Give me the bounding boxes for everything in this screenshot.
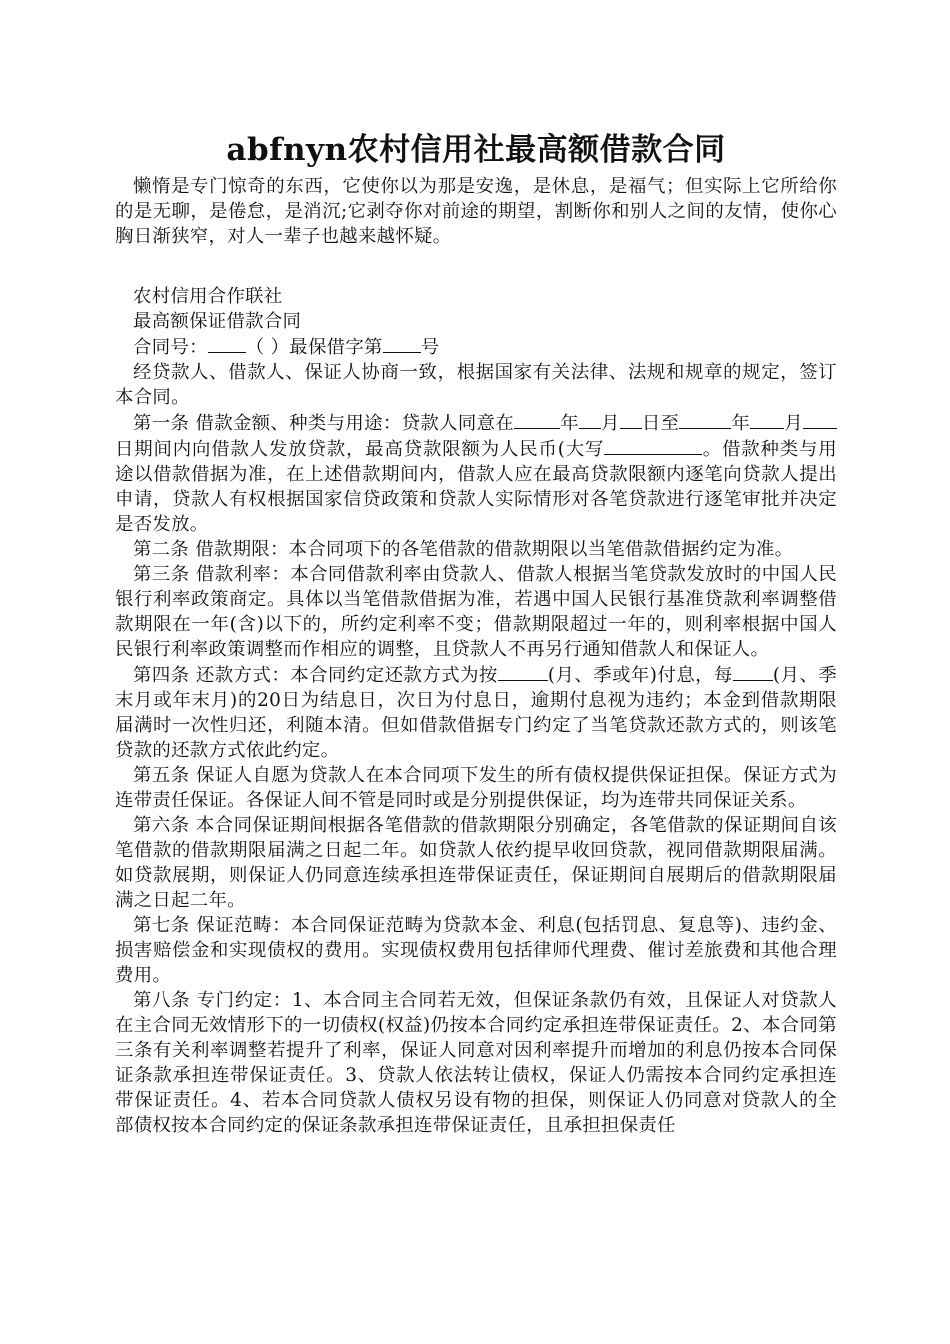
blank-field: [620, 410, 642, 429]
article-1-text: 月: [600, 413, 620, 434]
preamble-paragraph: 经贷款人、借款人、保证人协商一致，根据国家有关法律、法规和规章的规定，签订本合同。: [115, 362, 837, 408]
intro-paragraph: 懒惰是专门惊奇的东西，它使你以为那是安逸，是休息，是福气；但实际上它所给你的是无聊，是倦怠，是消沉;它剥夺你对前途的期望，割断你和别人之间的友情，使你心胸日渐狭窄，对人一辈子也越来越怀疑。: [115, 176, 837, 247]
organization-name: 农村信用合作联社: [133, 286, 283, 307]
blank-field: [498, 662, 548, 681]
article-7: 第七条 保证范畴：本合同保证范畴为贷款本金、利息(包括罚息、复息等)、违约金、损害赔偿金和实现债权的费用。实现债权费用包括律师代理费、催讨差旅费和其他合理费用。: [115, 915, 837, 986]
article-4-text: 第四条 还款方式：本合同约定还款方式为按: [133, 665, 498, 686]
contract-number-label: 合同号：: [133, 337, 208, 358]
blank-field: [604, 436, 638, 455]
article-3: 第三条 借款利率：本合同借款利率由贷款人、借款人根据当笔贷款发放时的中国人民银行利率政策商定。具体以当笔借款借据为准，若遇中国人民银行基准贷款利率调整借款期限在一年(含)以下的，所约定利率不变；借款期限超过一年的，则利率根据中国人民银行利率政策调整而作相应的调整，且贷款人不再另行通知借款人和保证人。: [115, 564, 837, 660]
blank-field: [383, 334, 421, 353]
contract-number: [115, 334, 837, 360]
spacer: [115, 249, 837, 274]
article-6: 第六条 本合同保证期间根据各笔借款的借款期限分别确定，各笔借款的保证期间自该笔借款的借款期限届满之日起二年。如贷款人依约提早收回贷款，视同借款期限届满。如贷款展期，则保证人仍同意连续承担连带保证责任，保证期间自展期后的借款期限届满之日起二年。: [115, 815, 837, 911]
article-4-text: (月、季末月或年末月)的20日为结息日，次日为付息日，逾期付息视为违约；本金到借款期限届满时一次性归还，利随本清。但如借款借据专门约定了当笔贷款还款方式的，则该笔贷款的还款方式依此约定。: [115, 665, 837, 761]
blank-field: [638, 436, 702, 455]
spacer: [115, 274, 837, 284]
article-1-text: 日至: [641, 413, 680, 434]
blank-field: [679, 410, 731, 429]
article-1-text: 。借款种类与用途以借款借据为准，在上述借款期间内，借款人应在最高贷款限额内逐笔向贷款人提出申请，贷款人有权根据国家信贷政策和贷款人实际情形对各笔贷款进行逐笔审批并决定是否发放。: [115, 439, 837, 535]
blank-field: [733, 662, 773, 681]
article-1-text: 日期间内向借款人发放贷款，最高贷款限额为人民币(大写: [115, 439, 605, 460]
article-2: 第二条 借款期限：本合同项下的各笔借款的借款期限以当笔借款借据约定为准。: [133, 539, 794, 560]
contract-name: 最高额保证借款合同: [133, 311, 302, 332]
article-1-text: 年: [560, 413, 579, 434]
blank-field: [579, 410, 601, 429]
document-title: abfnyn农村信用社最高额借款合同: [226, 132, 726, 168]
blank-field: [803, 410, 837, 429]
article-8: 第八条 专门约定：1、本合同主合同若无效，但保证条款仍有效，且保证人对贷款人在主合同无效情形下的一切债权(权益)仍按本合同约定承担连带保证责任。2、本合同第三条有关利率调整若提升了利率，保证人同意对因利率提升而增加的利息仍按本合同保证条款承担连带保证责任。3、贷款人依法转让债权，保证人仍需按本合同约定承担连带保证责任。4、若本合同贷款人债权另设有物的担保，则保证人仍同意对贷款人的全部债权按本合同约定的保证条款承担连带保证责任，且承担担保责任: [115, 990, 837, 1136]
contract-number-middle: （ ）最保借字第: [245, 337, 383, 358]
contract-number-suffix: 号: [420, 337, 440, 358]
blank-field: [750, 410, 784, 429]
article-1-text: 月: [784, 413, 803, 434]
article-1-text: 第一条 借款金额、种类与用途：贷款人同意在: [133, 413, 515, 434]
article-5: 第五条 保证人自愿为贷款人在本合同项下发生的所有债权提供保证担保。保证方式为连带责任保证。各保证人间不管是同时或是分别提供保证，均为连带共同保证关系。: [115, 765, 837, 811]
article-1-text: 年: [731, 413, 751, 434]
article-4-text: (月、季或年)付息，每: [547, 665, 733, 686]
blank-field: [208, 334, 246, 353]
blank-field: [514, 410, 560, 429]
document-page: [115, 128, 837, 1138]
article-4: [115, 662, 837, 763]
article-1: [115, 410, 837, 537]
